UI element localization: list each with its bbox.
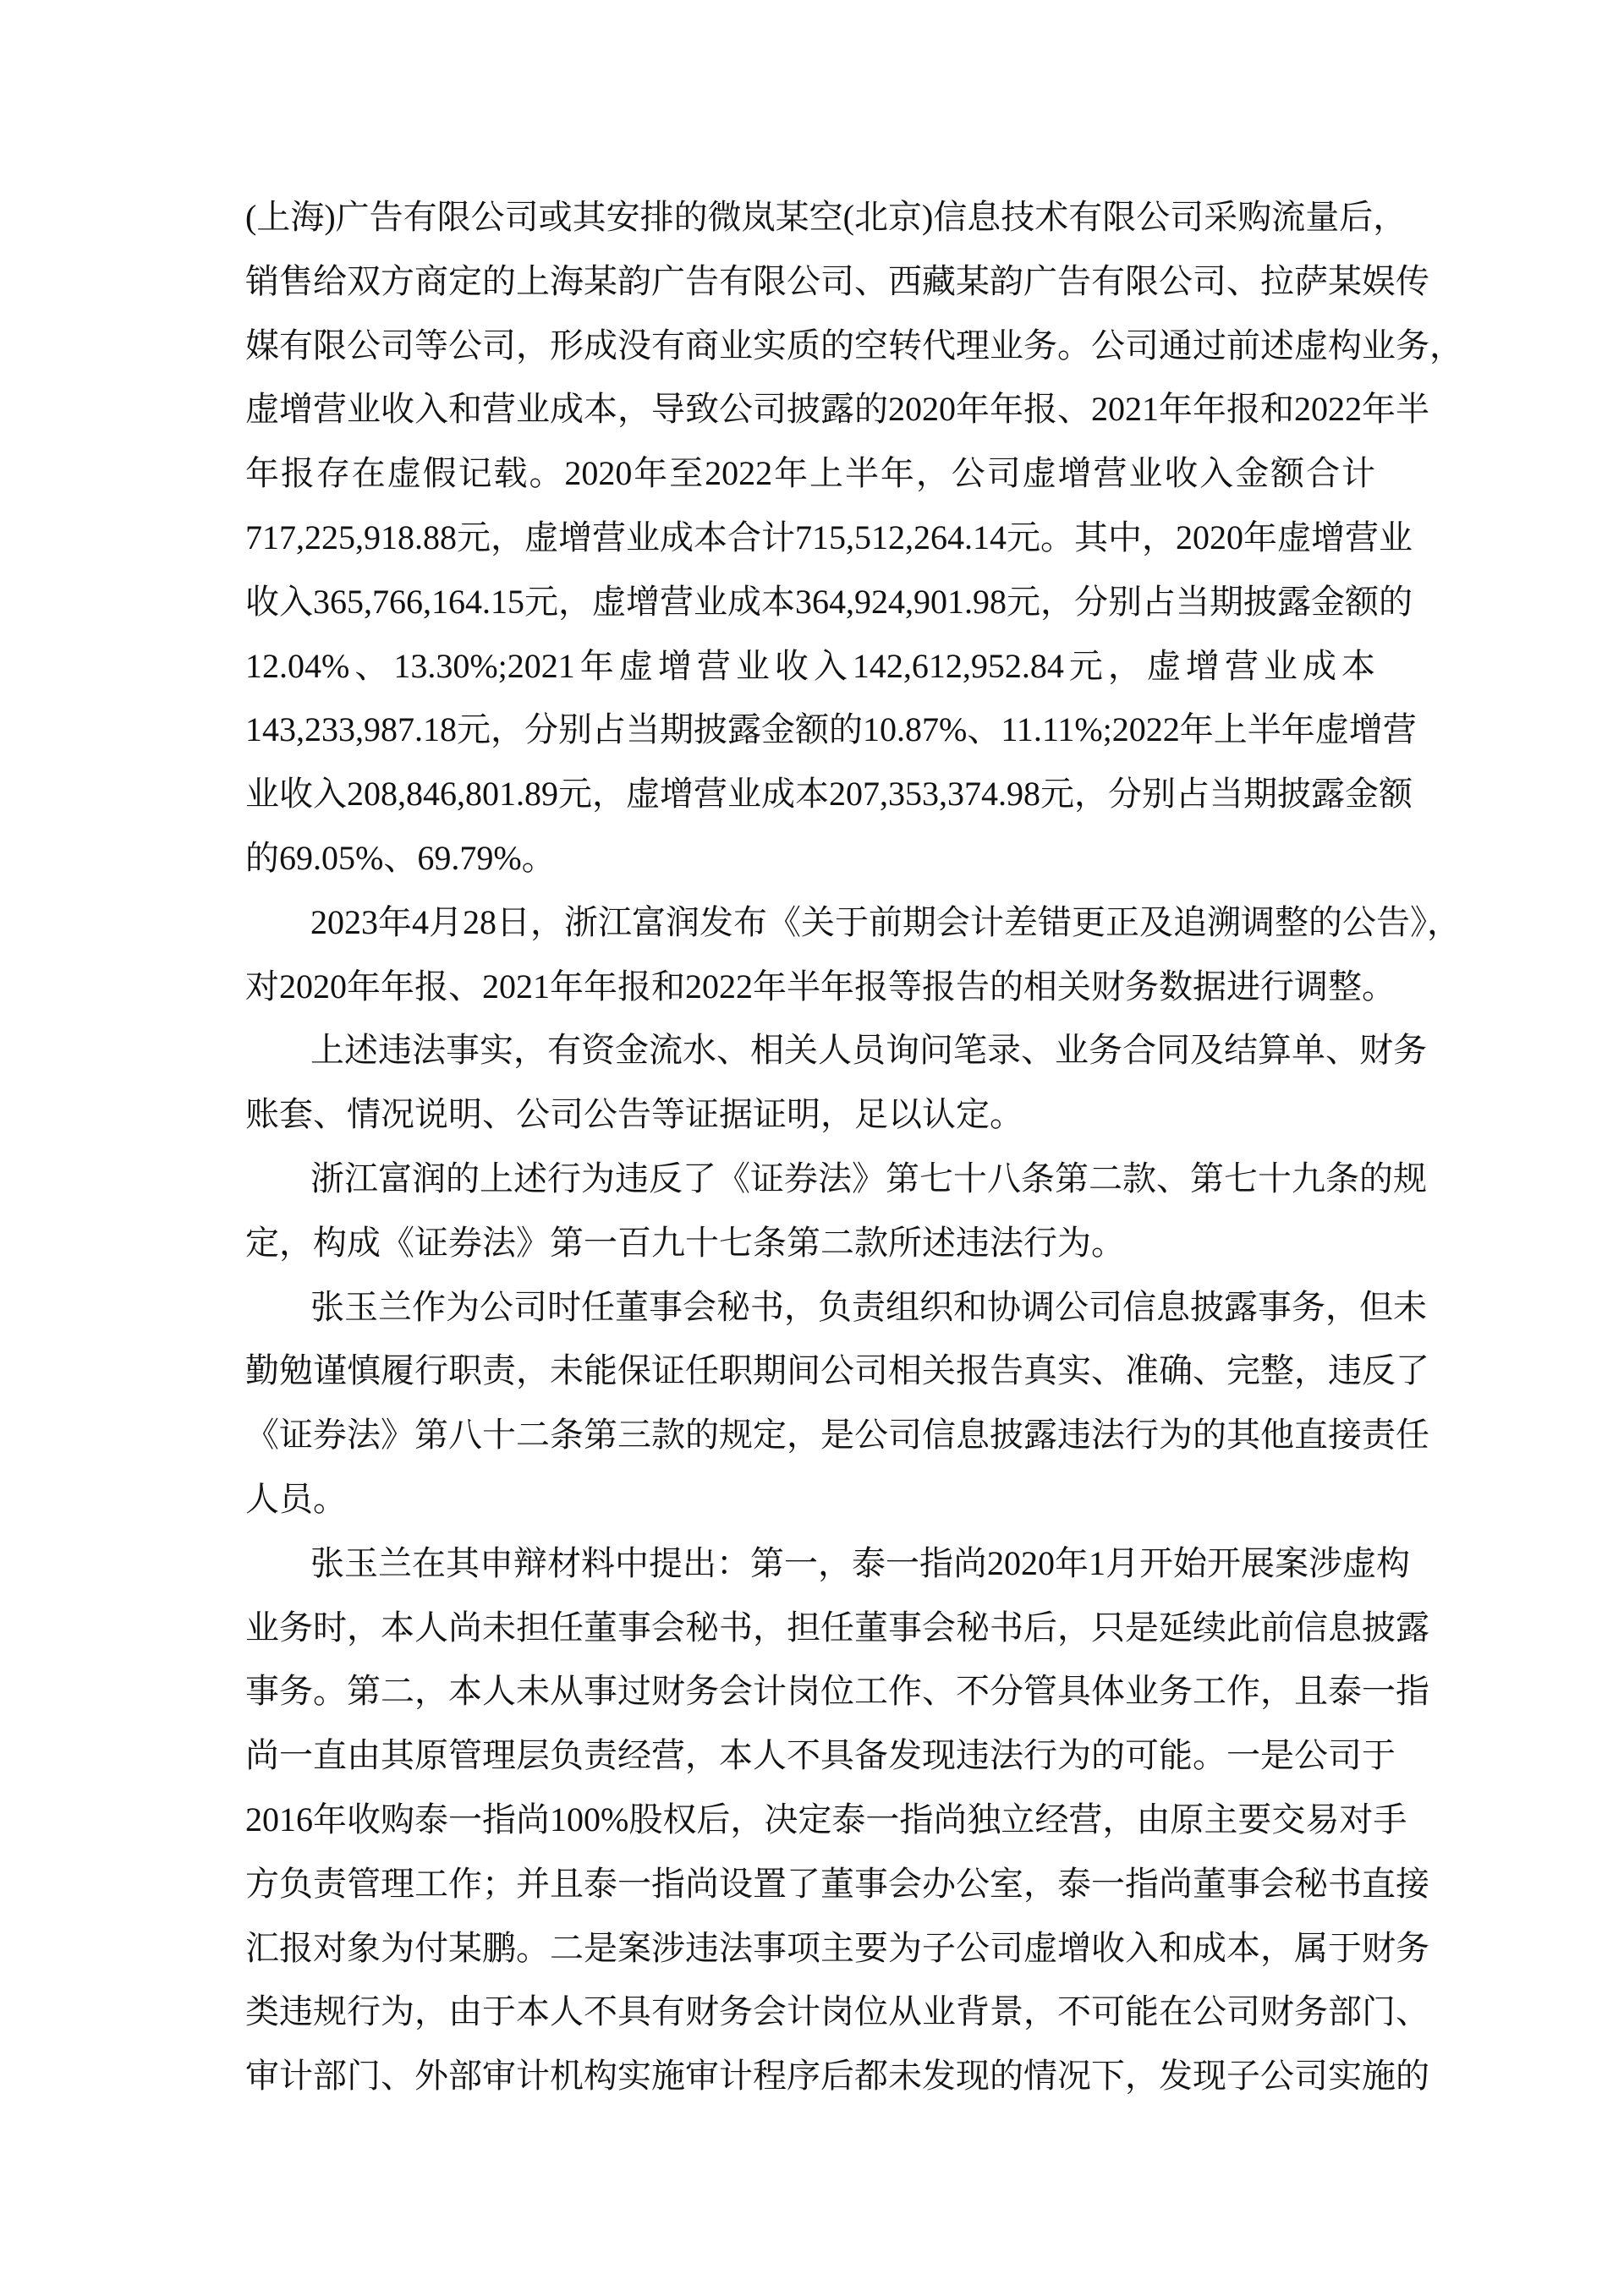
document-page (245, 185, 1463, 2108)
text-line: 的69.05%、69.79%。 (245, 838, 556, 877)
text-line: 尚一直由其原管理层负责经营，本人不具备发现违法行为的可能。一是公司于 (245, 1736, 1396, 1775)
text-line: 人员。 (245, 1479, 347, 1518)
text-line: 上述违法事实，有资金流水、相关人员询问笔录、业务合同及结算单、财务 (310, 1031, 1427, 1070)
text-line: 143,233,987.18元，分别占当期披露金额的10.87%、11.11%;2022年上半年虚增营 (245, 710, 1417, 749)
text-line: 媒有限公司等公司，形成没有商业实质的空转代理业务。公司通过前述虚构业务， (245, 326, 1463, 364)
text-line: (上海)广告有限公司或其安排的微岚某空(北京)信息技术有限公司采购流量后， (245, 198, 1407, 236)
text-line: 收入365,766,164.15元，虚增营业成本364,924,901.98元，分别占当期披露金额的 (245, 582, 1413, 621)
paragraph-violation (245, 1147, 1427, 1275)
text-line: 2016年收购泰一指尚100%股权后，决定泰一指尚独立经营，由原主要交易对手 (245, 1800, 1407, 1838)
text-line: 12.04%、13.30%;2021年虚增营业收入142,612,952.84元，虚增营业成本 (245, 646, 1375, 685)
text-line: 方负责管理工作；并且泰一指尚设置了董事会办公室，泰一指尚董事会秘书直接 (245, 1864, 1429, 1903)
text-line: 销售给双方商定的上海某韵广告有限公司、西藏某韵广告有限公司、拉萨某娱传 (245, 261, 1429, 300)
text-line: 《证券法》第八十二条第三款的规定，是公司信息披露违法行为的其他直接责任 (245, 1416, 1429, 1455)
text-line: 717,225,918.88元，虚增营业成本合计715,512,264.14元。其中，2020年虚增营业 (245, 518, 1413, 556)
text-line: 年报存在虚假记载。2020年至2022年上半年，公司虚增营业收入金额合计 (245, 454, 1375, 493)
paragraph-defense-statement (245, 1532, 1429, 2108)
text-line: 张玉兰作为公司时任董事会秘书，负责组织和协调公司信息披露事务，但未 (310, 1287, 1427, 1326)
paragraph-correction-announcement (245, 890, 1461, 1019)
text-line: 定，构成《证券法》第一百九十七条第二款所述违法行为。 (245, 1223, 1125, 1262)
text-line: 账套、情况说明、公司公告等证据证明，足以认定。 (245, 1095, 1023, 1134)
text-line: 对2020年年报、2021年年报和2022年半年报等报告的相关财务数据进行调整。 (245, 967, 1396, 1006)
paragraph-responsible-person (245, 1275, 1429, 1532)
text-line: 勤勉谨慎履行职责，未能保证任职期间公司相关报告真实、准确、完整，违反了 (245, 1351, 1429, 1390)
text-line: 虚增营业收入和营业成本，导致公司披露的2020年年报、2021年年报和2022年半 (245, 390, 1429, 429)
text-line: 业务时，本人尚未担任董事会秘书，担任董事会秘书后，只是延续此前信息披露 (245, 1608, 1429, 1647)
paragraph-fabricated-business (245, 185, 1463, 890)
text-line: 类违规行为，由于本人不具有财务会计岗位从业背景，不可能在公司财务部门、 (245, 1992, 1429, 2031)
text-line: 2023年4月28日，浙江富润发布《关于前期会计差错更正及追溯调整的公告》， (310, 902, 1461, 941)
text-line: 事务。第二，本人未从事过财务会计岗位工作、不分管具体业务工作，且泰一指 (245, 1672, 1429, 1711)
text-line: 业收入208,846,801.89元，虚增营业成本207,353,374.98元，分别占当期披露金额 (245, 775, 1413, 814)
text-line: 浙江富润的上述行为违反了《证券法》第七十八条第二款、第七十九条的规 (310, 1159, 1427, 1197)
text-line: 审计部门、外部审计机构实施审计程序后都未发现的情况下，发现子公司实施的 (245, 2057, 1429, 2096)
text-line: 张玉兰在其申辩材料中提出：第一，泰一指尚2020年1月开始开展案涉虚构 (310, 1543, 1410, 1582)
paragraph-evidence (245, 1018, 1427, 1147)
text-line: 汇报对象为付某鹏。二是案涉违法事项主要为子公司虚增收入和成本，属于财务 (245, 1928, 1429, 1967)
